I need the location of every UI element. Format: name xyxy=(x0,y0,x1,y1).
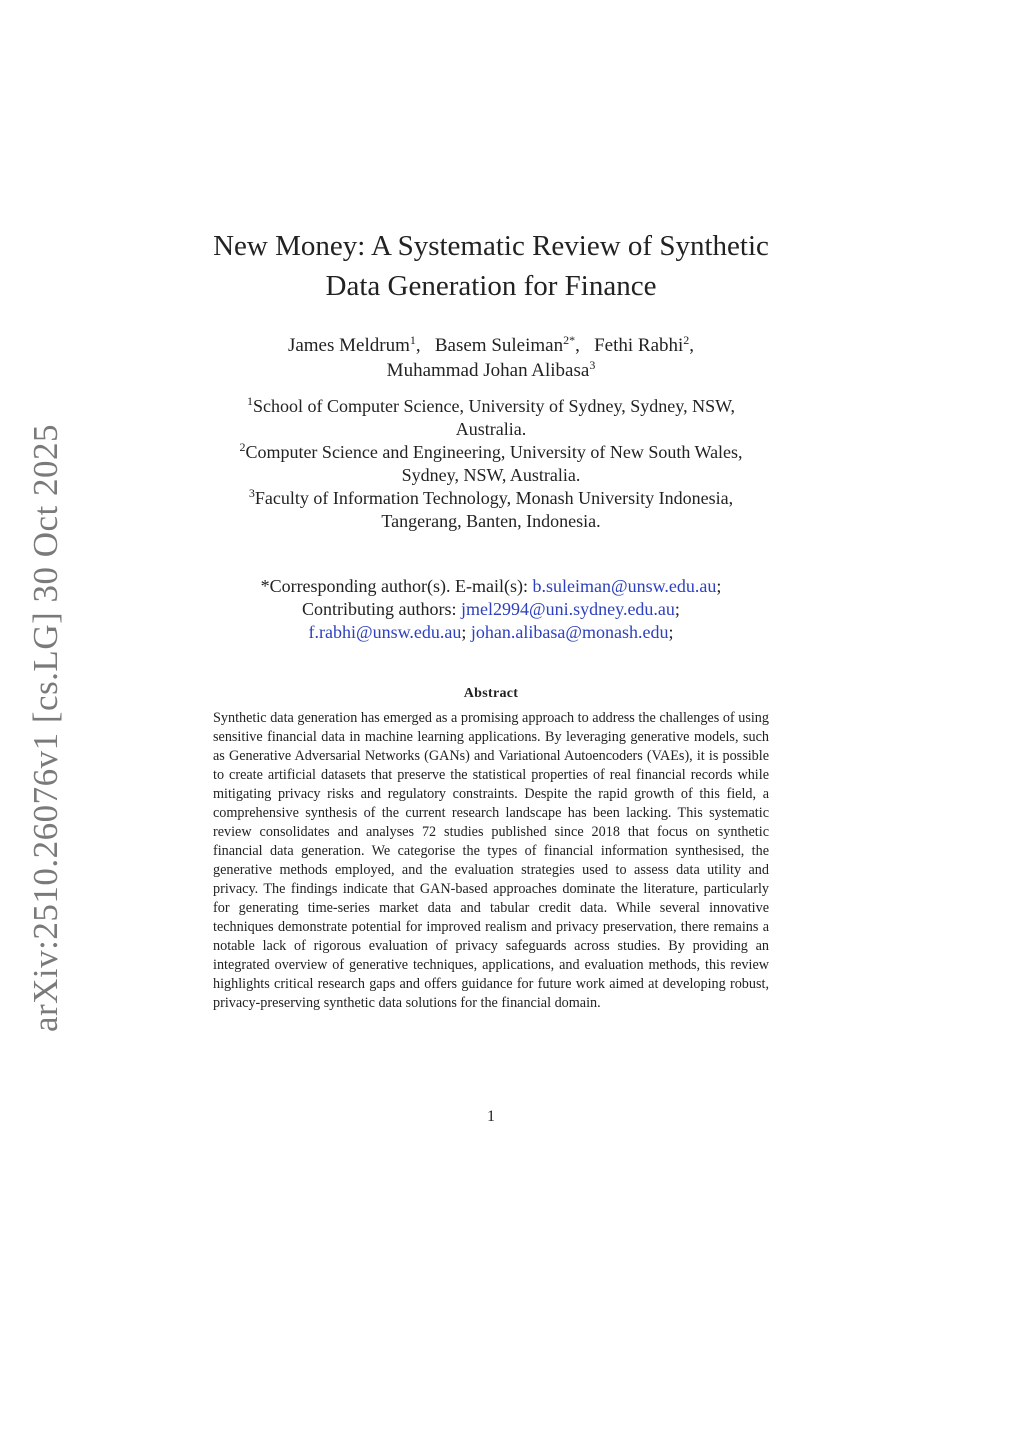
contributing-email-link[interactable]: f.rabhi@unsw.edu.au xyxy=(308,622,462,642)
author-separator: , xyxy=(415,335,431,356)
affiliation-list xyxy=(190,395,792,533)
email-separator: ; xyxy=(668,622,674,642)
corresponding-email-link[interactable]: b.suleiman@unsw.edu.au xyxy=(532,576,717,596)
affiliation-line: Faculty of Information Technology, Monash University Indonesia, xyxy=(254,488,734,508)
title-line-1: New Money: A Systematic Review of Synthetic xyxy=(213,230,769,262)
affiliation-marker: 2 xyxy=(239,440,246,454)
author-name: James Meldrum xyxy=(287,335,410,356)
corresponding-suffix: ; xyxy=(716,576,722,596)
author-affil-marker: 3 xyxy=(589,358,596,372)
affiliation-line: Tangerang, Banten, Indonesia. xyxy=(381,511,601,531)
correspondence-block xyxy=(190,575,792,644)
author-separator: , xyxy=(689,335,695,356)
author-name: Basem Suleiman xyxy=(434,335,564,356)
email-separator: ; xyxy=(461,622,471,642)
paper-title xyxy=(190,226,792,306)
page-number: 1 xyxy=(487,1108,495,1125)
affiliation-item xyxy=(190,441,792,487)
author-affil-marker: 2 xyxy=(683,333,690,347)
affiliation-line: Computer Science and Engineering, University of New South Wales, xyxy=(245,442,743,462)
author-affil-marker: 1 xyxy=(409,333,416,347)
author-name: Fethi Rabhi xyxy=(594,335,684,356)
affiliation-item xyxy=(190,395,792,441)
affiliation-line: Australia. xyxy=(455,419,527,439)
contributing-email-link[interactable]: jmel2994@uni.sydney.edu.au xyxy=(461,599,675,619)
corresponding-label: Corresponding author(s). E-mail(s): xyxy=(269,576,533,596)
abstract-body: Synthetic data generation has emerged as a promising approach to address the challenges of using sensitive financial data in machine learning applications. By leveraging generative models, such as Generative Adversarial Networks (GANs) and Variational Autoencoders (VAEs), it is possible to create artificial datasets that preserve the statistical properties of real financial records while mitigating privacy risks and regulatory constraints. Despite the rapid growth of this field, a comprehensive synthesis of the current research landscape has been lacking. This systematic review consolidates and analyses 72 studies published since 2018 that focus on synthetic financial data generation. We categorise the types of financial information synthesised, the generative methods employed, and the evaluation strategies used to assess data utility and privacy. The findings indicate that GAN-based approaches dominate the literature, particularly for generating time-series market data and tabular credit data. While several innovative techniques demonstrate potential for improved realism and privacy preservation, there remains a notable lack of rigorous evaluation of privacy safeguards across studies. By providing an integrated overview of generative techniques, applications, and evaluation methods, this review highlights critical research gaps and offers guidance for future work aimed at developing robust, privacy-preserving synthetic data solutions for the financial domain. xyxy=(213,710,769,1011)
affiliation-marker: 1 xyxy=(247,394,254,408)
author-list xyxy=(190,333,792,383)
contributing-email-link[interactable]: johan.alibasa@monash.edu xyxy=(470,622,669,642)
contributing-label: Contributing authors: xyxy=(302,599,462,619)
affiliation-line: School of Computer Science, University of Sydney, Sydney, NSW, xyxy=(253,396,735,416)
corresponding-star: * xyxy=(260,576,270,596)
title-line-2: Data Generation for Finance xyxy=(325,270,657,302)
author-affil-marker: 2* xyxy=(563,333,576,347)
author-separator: , xyxy=(575,335,590,356)
affiliation-line: Sydney, NSW, Australia. xyxy=(401,465,581,485)
arxiv-identifier-stamp: arXiv:2510.26076v1 [cs.LG] 30 Oct 2025 xyxy=(26,423,65,1033)
email-separator: ; xyxy=(674,599,680,619)
abstract-heading: Abstract xyxy=(463,686,519,701)
affiliation-item xyxy=(190,487,792,533)
author-name: Muhammad Johan Alibasa xyxy=(386,360,590,381)
affiliation-marker: 3 xyxy=(248,486,255,500)
